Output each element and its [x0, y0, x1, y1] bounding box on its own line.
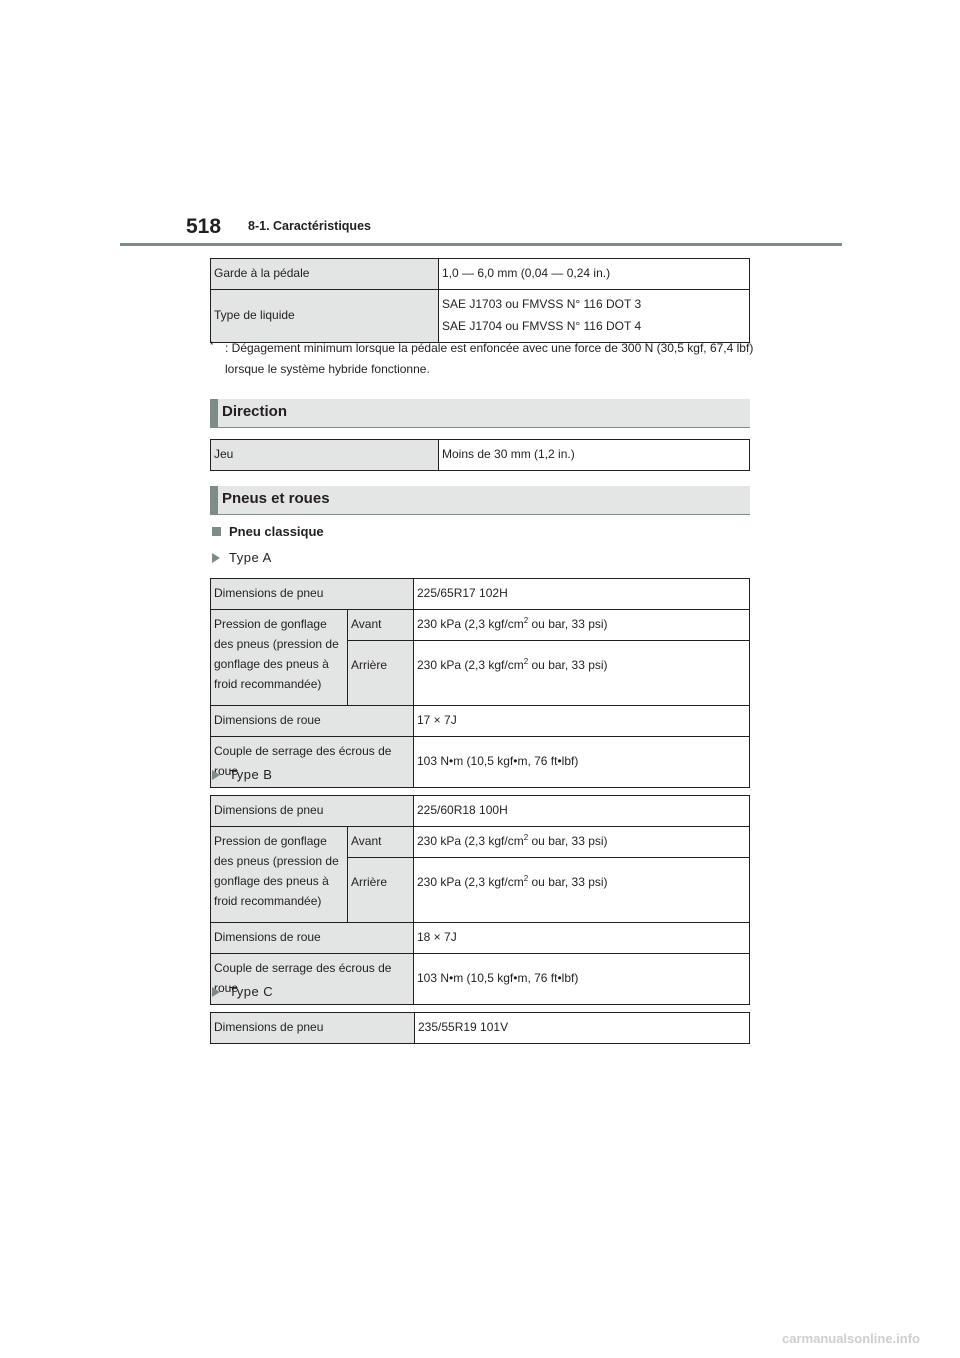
subsection-title: Pneu classique	[229, 524, 324, 539]
superscript: 2	[523, 616, 529, 625]
type-b-heading: Type B	[229, 767, 273, 782]
table-row	[211, 737, 750, 788]
watermark: carmanualsonline.info	[782, 1331, 920, 1346]
direction-table	[210, 439, 750, 471]
table-label: Pression de gonflage des pneus (pression de gonflage des pneus à froid recommandée)	[211, 827, 348, 923]
table-value: 225/60R18 100H	[414, 796, 750, 827]
table-value: 103 N•m (10,5 kgf•m, 76 ft•lbf)	[414, 954, 750, 1005]
pressure-value: 230 kPa (2,3 kgf/cm	[417, 658, 524, 672]
table-label: Arrière	[348, 641, 414, 706]
pressure-value: 230 kPa (2,3 kgf/cm	[417, 875, 524, 889]
table-row	[211, 610, 750, 641]
heading-accent	[210, 486, 218, 515]
table-label: Dimensions de pneu	[211, 579, 414, 610]
square-bullet-icon	[212, 527, 221, 536]
superscript: 2	[523, 874, 529, 883]
table-value: 225/65R17 102H	[414, 579, 750, 610]
table-label: Dimensions de roue	[211, 923, 414, 954]
type-b-table	[210, 795, 750, 1005]
table-value: 17 × 7J	[414, 706, 750, 737]
table-row	[211, 290, 750, 343]
table-label: Avant	[348, 610, 414, 641]
table-label: Dimensions de roue	[211, 706, 414, 737]
table-value	[439, 290, 750, 343]
table-label: Dimensions de pneu	[211, 1013, 415, 1044]
fluid-type-1: SAE J1703 ou FMVSS N° 116 DOT 3	[442, 297, 642, 311]
pressure-unit: ou bar, 33 psi)	[528, 834, 608, 848]
superscript: 2	[523, 833, 529, 842]
header-divider	[120, 243, 842, 246]
fluid-type-2: SAE J1704 ou FMVSS N° 116 DOT 4	[442, 319, 642, 333]
section-heading-direction	[210, 399, 750, 428]
table-value: 1,0 — 6,0 mm (0,04 — 0,24 in.)	[439, 259, 750, 290]
triangle-bullet-icon	[212, 553, 220, 563]
page-number: 518	[186, 215, 222, 238]
table-row	[211, 579, 750, 610]
type-c-table	[210, 1012, 750, 1044]
type-a-table	[210, 578, 750, 788]
table-label: Pression de gonflage des pneus (pression de gonflage des pneus à froid recommandée)	[211, 610, 348, 706]
table-label: Couple de serrage des écrous de roue	[211, 954, 414, 1005]
section-heading-tires	[210, 486, 750, 515]
table-row	[211, 923, 750, 954]
table-value: 235/55R19 101V	[415, 1013, 750, 1044]
superscript: 2	[523, 657, 529, 666]
pressure-value: 230 kPa (2,3 kgf/cm	[417, 834, 524, 848]
heading-text: Direction	[222, 403, 288, 420]
table-value: 18 × 7J	[414, 923, 750, 954]
heading-text: Pneus et roues	[222, 490, 330, 507]
triangle-bullet-icon	[212, 770, 220, 780]
footnote	[210, 338, 755, 380]
table-row	[211, 259, 750, 290]
table-label: Dimensions de pneu	[211, 796, 414, 827]
table-value	[414, 610, 750, 641]
section-title: 8-1. Caractéristiques	[248, 219, 371, 233]
table-label: Jeu	[211, 440, 439, 471]
table-value: Moins de 30 mm (1,2 in.)	[439, 440, 750, 471]
heading-accent	[210, 399, 218, 428]
table-row	[211, 954, 750, 1005]
table-label: Avant	[348, 827, 414, 858]
footnote-marker: *	[210, 340, 214, 350]
triangle-bullet-icon	[212, 987, 220, 997]
table-value	[414, 827, 750, 858]
table-row	[211, 706, 750, 737]
pressure-value: 230 kPa (2,3 kgf/cm	[417, 617, 524, 631]
table-row	[211, 440, 750, 471]
table-value: 103 N•m (10,5 kgf•m, 76 ft•lbf)	[414, 737, 750, 788]
pressure-unit: ou bar, 33 psi)	[528, 658, 608, 672]
brake-spec-table	[210, 258, 750, 343]
table-value	[414, 858, 750, 923]
type-a-heading: Type A	[229, 550, 272, 565]
table-label: Couple de serrage des écrous de roue	[211, 737, 414, 788]
table-label: Garde à la pédale	[211, 259, 439, 290]
pressure-unit: ou bar, 33 psi)	[528, 875, 608, 889]
table-row	[211, 827, 750, 858]
table-row	[211, 1013, 750, 1044]
table-value	[414, 641, 750, 706]
footnote-text: : Dégagement minimum lorsque la pédale est enfoncée avec une force de 300 N (30,5 kgf, 67,4 lbf) lorsque le système hybride fonctionne.	[225, 341, 754, 376]
table-label: Arrière	[348, 858, 414, 923]
table-row	[211, 796, 750, 827]
pressure-unit: ou bar, 33 psi)	[528, 617, 608, 631]
type-c-heading: Type C	[229, 984, 274, 999]
table-label: Type de liquide	[211, 290, 439, 343]
